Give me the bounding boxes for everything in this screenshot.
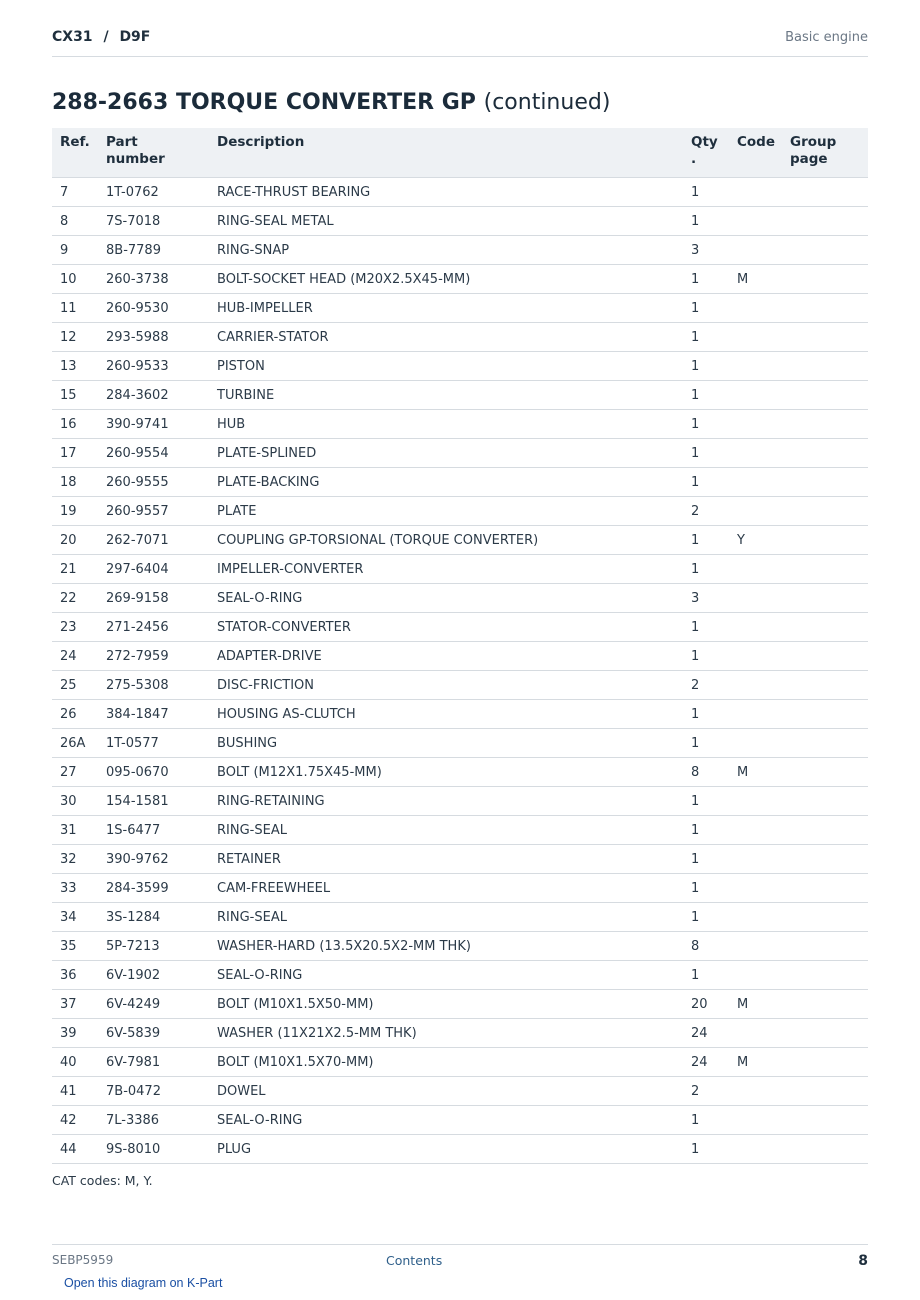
breadcrumb-model: CX31 (52, 29, 93, 45)
cell-part-number: 6V-5839 (98, 1019, 209, 1048)
cell-description: SEAL-O-RING (209, 1106, 683, 1135)
cell-group-page (782, 236, 868, 265)
cat-codes-note: CAT codes: M, Y. (52, 1173, 153, 1188)
cell-description: RING-SEAL METAL (209, 207, 683, 236)
cell-ref: 10 (52, 265, 98, 294)
cell-code (729, 1106, 782, 1135)
cell-ref: 17 (52, 439, 98, 468)
cell-code: M (729, 265, 782, 294)
cell-part-number: 154-1581 (98, 787, 209, 816)
cell-description: TURBINE (209, 381, 683, 410)
cell-ref: 26A (52, 729, 98, 758)
cell-qty: 20 (683, 990, 729, 1019)
cell-qty: 1 (683, 903, 729, 932)
table-row (52, 671, 868, 700)
cell-group-page (782, 468, 868, 497)
cell-qty: 1 (683, 410, 729, 439)
table-row (52, 903, 868, 932)
cell-qty: 1 (683, 381, 729, 410)
cell-ref: 7 (52, 178, 98, 207)
cell-qty: 1 (683, 613, 729, 642)
cell-ref: 30 (52, 787, 98, 816)
cell-part-number: 284-3599 (98, 874, 209, 903)
cell-part-number: 6V-1902 (98, 961, 209, 990)
table-row (52, 961, 868, 990)
cell-code (729, 671, 782, 700)
cell-ref: 24 (52, 642, 98, 671)
cell-description: HOUSING AS-CLUTCH (209, 700, 683, 729)
cell-qty: 1 (683, 265, 729, 294)
cell-group-page (782, 439, 868, 468)
cell-part-number: 297-6404 (98, 555, 209, 584)
cell-group-page (782, 1019, 868, 1048)
cell-code (729, 584, 782, 613)
parts-table (52, 128, 868, 1164)
cell-ref: 39 (52, 1019, 98, 1048)
cell-description: HUB (209, 410, 683, 439)
column-header-code: Code (729, 128, 782, 178)
table-row (52, 526, 868, 555)
cell-part-number: 293-5988 (98, 323, 209, 352)
cell-part-number: 271-2456 (98, 613, 209, 642)
cell-qty: 1 (683, 439, 729, 468)
breadcrumb-code: D9F (119, 29, 151, 45)
column-header-part-number: Part number (98, 128, 209, 178)
cell-ref: 44 (52, 1135, 98, 1164)
table-row (52, 642, 868, 671)
column-header-qty: Qty . (683, 128, 729, 178)
cell-part-number: 1S-6477 (98, 816, 209, 845)
cell-part-number: 7S-7018 (98, 207, 209, 236)
cell-description: IMPELLER-CONVERTER (209, 555, 683, 584)
cell-group-page (782, 961, 868, 990)
cell-code (729, 787, 782, 816)
cell-qty: 2 (683, 671, 729, 700)
table-row (52, 990, 868, 1019)
cell-part-number: 284-3602 (98, 381, 209, 410)
cell-part-number: 6V-4249 (98, 990, 209, 1019)
table-row (52, 178, 868, 207)
cell-ref: 8 (52, 207, 98, 236)
table-row (52, 816, 868, 845)
table-row (52, 439, 868, 468)
cell-code (729, 729, 782, 758)
cell-description: BOLT (M10X1.5X70-MM) (209, 1048, 683, 1077)
cell-ref: 12 (52, 323, 98, 352)
cell-group-page (782, 932, 868, 961)
cell-group-page (782, 294, 868, 323)
contents-link[interactable]: Contents (386, 1253, 443, 1268)
cell-description: PLATE (209, 497, 683, 526)
cell-qty: 1 (683, 642, 729, 671)
cell-group-page (782, 758, 868, 787)
cell-group-page (782, 787, 868, 816)
table-row (52, 613, 868, 642)
cell-group-page (782, 555, 868, 584)
cell-qty: 1 (683, 178, 729, 207)
cell-qty: 24 (683, 1019, 729, 1048)
breadcrumb (52, 29, 150, 45)
cell-ref: 41 (52, 1077, 98, 1106)
cell-ref: 26 (52, 700, 98, 729)
cell-group-page (782, 700, 868, 729)
cell-code (729, 961, 782, 990)
table-row (52, 1135, 868, 1164)
cell-group-page (782, 1048, 868, 1077)
page-title-main: 288-2663 TORQUE CONVERTER GP (52, 90, 476, 115)
cell-group-page (782, 323, 868, 352)
cell-group-page (782, 671, 868, 700)
cell-description: RING-SNAP (209, 236, 683, 265)
cell-part-number: 9S-8010 (98, 1135, 209, 1164)
cell-part-number: 5P-7213 (98, 932, 209, 961)
cell-code (729, 381, 782, 410)
cell-code (729, 352, 782, 381)
cell-part-number: 7B-0472 (98, 1077, 209, 1106)
column-header-group-page: Group page (782, 128, 868, 178)
cell-description: STATOR-CONVERTER (209, 613, 683, 642)
cell-code (729, 1135, 782, 1164)
cell-qty: 1 (683, 787, 729, 816)
cell-ref: 34 (52, 903, 98, 932)
cell-group-page (782, 874, 868, 903)
cell-group-page (782, 410, 868, 439)
table-row (52, 700, 868, 729)
cell-ref: 33 (52, 874, 98, 903)
cell-description: WASHER-HARD (13.5X20.5X2-MM THK) (209, 932, 683, 961)
cell-group-page (782, 816, 868, 845)
cell-part-number: 8B-7789 (98, 236, 209, 265)
cell-code (729, 236, 782, 265)
section-label: Basic engine (785, 30, 868, 45)
column-header-ref: Ref. (52, 128, 98, 178)
document-id: SEBP5959 (52, 1253, 114, 1267)
table-row (52, 410, 868, 439)
cell-description: PISTON (209, 352, 683, 381)
open-kpart-link[interactable]: Open this diagram on K-Part (64, 1276, 223, 1290)
cell-qty: 1 (683, 207, 729, 236)
cell-group-page (782, 903, 868, 932)
table-row (52, 323, 868, 352)
cell-ref: 18 (52, 468, 98, 497)
table-row (52, 584, 868, 613)
cell-code (729, 294, 782, 323)
table-row (52, 207, 868, 236)
cell-qty: 1 (683, 1106, 729, 1135)
cell-part-number: 275-5308 (98, 671, 209, 700)
table-row (52, 555, 868, 584)
cell-code (729, 613, 782, 642)
cell-code (729, 903, 782, 932)
cell-description: BUSHING (209, 729, 683, 758)
cell-part-number: 390-9762 (98, 845, 209, 874)
table-row (52, 265, 868, 294)
table-row (52, 932, 868, 961)
cell-qty: 1 (683, 526, 729, 555)
cell-part-number: 260-9555 (98, 468, 209, 497)
cell-code (729, 1019, 782, 1048)
cell-part-number: 7L-3386 (98, 1106, 209, 1135)
cell-group-page (782, 265, 868, 294)
cell-description: SEAL-O-RING (209, 584, 683, 613)
cell-part-number: 3S-1284 (98, 903, 209, 932)
cell-ref: 40 (52, 1048, 98, 1077)
cell-part-number: 1T-0762 (98, 178, 209, 207)
cell-qty: 2 (683, 1077, 729, 1106)
cell-ref: 16 (52, 410, 98, 439)
cell-code: M (729, 990, 782, 1019)
cell-group-page (782, 990, 868, 1019)
cell-part-number: 384-1847 (98, 700, 209, 729)
cell-code (729, 1077, 782, 1106)
cell-part-number: 6V-7981 (98, 1048, 209, 1077)
cell-description: PLATE-SPLINED (209, 439, 683, 468)
cell-ref: 32 (52, 845, 98, 874)
page-title (52, 90, 610, 115)
page-title-suffix: (continued) (483, 90, 611, 115)
cell-qty: 1 (683, 468, 729, 497)
cell-part-number: 095-0670 (98, 758, 209, 787)
page-footer (52, 1244, 868, 1275)
cell-code: M (729, 758, 782, 787)
cell-part-number: 390-9741 (98, 410, 209, 439)
table-row (52, 468, 868, 497)
table-row (52, 729, 868, 758)
cell-ref: 31 (52, 816, 98, 845)
cell-qty: 1 (683, 1135, 729, 1164)
cell-description: RETAINER (209, 845, 683, 874)
cell-part-number: 1T-0577 (98, 729, 209, 758)
cell-code (729, 207, 782, 236)
cell-part-number: 260-3738 (98, 265, 209, 294)
cell-description: BOLT-SOCKET HEAD (M20X2.5X45-MM) (209, 265, 683, 294)
cell-ref: 19 (52, 497, 98, 526)
cell-group-page (782, 1077, 868, 1106)
cell-code (729, 932, 782, 961)
cell-qty: 1 (683, 323, 729, 352)
cell-qty: 1 (683, 874, 729, 903)
cell-description: CAM-FREEWHEEL (209, 874, 683, 903)
cell-description: COUPLING GP-TORSIONAL (TORQUE CONVERTER) (209, 526, 683, 555)
table-row (52, 1077, 868, 1106)
cell-part-number: 260-9557 (98, 497, 209, 526)
cell-code (729, 874, 782, 903)
cell-description: RING-RETAINING (209, 787, 683, 816)
cell-part-number: 262-7071 (98, 526, 209, 555)
cell-ref: 42 (52, 1106, 98, 1135)
cell-group-page (782, 642, 868, 671)
cell-qty: 1 (683, 845, 729, 874)
column-header-description: Description (209, 128, 683, 178)
cell-ref: 35 (52, 932, 98, 961)
cell-qty: 8 (683, 932, 729, 961)
cell-description: PLUG (209, 1135, 683, 1164)
table-row (52, 758, 868, 787)
cell-ref: 25 (52, 671, 98, 700)
cell-description: SEAL-O-RING (209, 961, 683, 990)
cell-code: Y (729, 526, 782, 555)
cell-group-page (782, 845, 868, 874)
cell-description: RING-SEAL (209, 816, 683, 845)
table-row (52, 497, 868, 526)
cell-code: M (729, 1048, 782, 1077)
cell-ref: 20 (52, 526, 98, 555)
cell-ref: 36 (52, 961, 98, 990)
cell-qty: 8 (683, 758, 729, 787)
page-header (52, 28, 868, 57)
cell-group-page (782, 178, 868, 207)
cell-description: DOWEL (209, 1077, 683, 1106)
cell-description: CARRIER-STATOR (209, 323, 683, 352)
cell-qty: 1 (683, 961, 729, 990)
cell-group-page (782, 1135, 868, 1164)
cell-code (729, 323, 782, 352)
cell-group-page (782, 1106, 868, 1135)
cell-qty: 3 (683, 584, 729, 613)
table-row (52, 874, 868, 903)
cell-code (729, 642, 782, 671)
cell-group-page (782, 526, 868, 555)
table-row (52, 787, 868, 816)
cell-description: DISC-FRICTION (209, 671, 683, 700)
table-row (52, 294, 868, 323)
cell-part-number: 272-7959 (98, 642, 209, 671)
cell-code (729, 439, 782, 468)
cell-code (729, 178, 782, 207)
page-number: 8 (858, 1253, 868, 1269)
cell-code (729, 816, 782, 845)
cell-qty: 1 (683, 555, 729, 584)
cell-ref: 9 (52, 236, 98, 265)
cell-code (729, 497, 782, 526)
cell-qty: 3 (683, 236, 729, 265)
table-row (52, 1048, 868, 1077)
cell-ref: 11 (52, 294, 98, 323)
cell-qty: 1 (683, 352, 729, 381)
cell-part-number: 260-9530 (98, 294, 209, 323)
table-row (52, 1019, 868, 1048)
cell-description: PLATE-BACKING (209, 468, 683, 497)
cell-group-page (782, 207, 868, 236)
cell-ref: 15 (52, 381, 98, 410)
cell-qty: 1 (683, 816, 729, 845)
cell-code (729, 468, 782, 497)
cell-code (729, 700, 782, 729)
cell-qty: 1 (683, 700, 729, 729)
cell-code (729, 845, 782, 874)
cell-group-page (782, 381, 868, 410)
cell-description: BOLT (M10X1.5X50-MM) (209, 990, 683, 1019)
cell-ref: 37 (52, 990, 98, 1019)
cell-description: HUB-IMPELLER (209, 294, 683, 323)
table-header-row (52, 128, 868, 178)
cell-code (729, 410, 782, 439)
cell-description: WASHER (11X21X2.5-MM THK) (209, 1019, 683, 1048)
cell-ref: 22 (52, 584, 98, 613)
cell-qty: 2 (683, 497, 729, 526)
cell-code (729, 555, 782, 584)
table-row (52, 352, 868, 381)
cell-description: RACE-THRUST BEARING (209, 178, 683, 207)
cell-group-page (782, 584, 868, 613)
cell-part-number: 260-9533 (98, 352, 209, 381)
table-row (52, 845, 868, 874)
table-row (52, 236, 868, 265)
cell-ref: 21 (52, 555, 98, 584)
table-row (52, 1106, 868, 1135)
cell-ref: 13 (52, 352, 98, 381)
cell-group-page (782, 352, 868, 381)
cell-qty: 24 (683, 1048, 729, 1077)
cell-group-page (782, 729, 868, 758)
cell-ref: 23 (52, 613, 98, 642)
cell-qty: 1 (683, 294, 729, 323)
table-row (52, 381, 868, 410)
cell-group-page (782, 613, 868, 642)
cell-part-number: 269-9158 (98, 584, 209, 613)
cell-group-page (782, 497, 868, 526)
cell-description: RING-SEAL (209, 903, 683, 932)
breadcrumb-separator: / (103, 29, 109, 45)
cell-description: BOLT (M12X1.75X45-MM) (209, 758, 683, 787)
cell-description: ADAPTER-DRIVE (209, 642, 683, 671)
cell-qty: 1 (683, 729, 729, 758)
cell-part-number: 260-9554 (98, 439, 209, 468)
cell-ref: 27 (52, 758, 98, 787)
